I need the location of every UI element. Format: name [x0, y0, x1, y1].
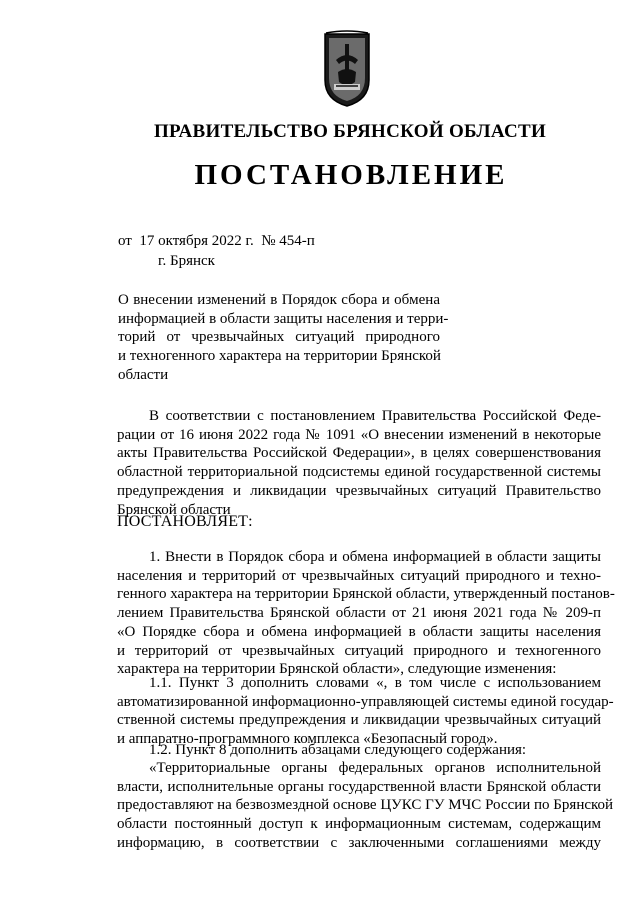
text-line: 1. Внести в Порядок сбора и обмена информацией в области защиты: [149, 549, 601, 565]
text-line: ственной системы предупреждения и ликвидации чрезвычайных ситуаций: [117, 712, 601, 729]
document-type-title: ПОСТАНОВЛЕНИЕ: [194, 159, 508, 191]
decree-word: ПОСТАНОВЛЯЕТ:: [117, 513, 253, 530]
text-line: лением Правительства Брянской области от 21 июня 2021 года № 209-п: [117, 605, 601, 622]
item-1-2-paragraph: [117, 741, 601, 760]
text-line: и территорий от чрезвычайных ситуаций природного и техногенного: [117, 642, 601, 659]
text-line: «О Порядке сбора и обмена информацией в области защиты населения: [117, 623, 601, 640]
item-1-1-paragraph: [117, 674, 614, 749]
text-line: 1.1. Пункт 3 дополнить словами «, в том числе с использованием: [149, 675, 601, 691]
text-line: В соответствии с постановлением Правительства Российской Феде-: [149, 408, 601, 424]
subject-line: торий от чрезвычайных ситуаций природного: [118, 329, 440, 346]
text-line: предоставляют на безвозмездной основе ЦУКС ГУ МЧС России по Брянской: [117, 797, 614, 814]
text-line: рации от 16 июня 2022 года № 1091 «О внесении изменений в некоторые: [117, 426, 601, 443]
document-date-number: от 17 октября 2022 г. № 454-п: [118, 233, 315, 249]
text-line: области постоянный доступ к информационным системам, содержащим: [117, 816, 601, 833]
quoted-paragraph: [117, 759, 614, 853]
subject-line: области: [118, 366, 169, 383]
text-line: информацию, в соответствии с заключенными соглашениями между: [117, 834, 601, 851]
text-line: «Территориальные органы федеральных органов исполнительной: [149, 760, 601, 776]
text-line: населения и территорий от чрезвычайных ситуаций природного и техно-: [117, 567, 601, 584]
text-line: власти, исполнительные органы государственной власти Брянской области: [117, 778, 601, 795]
text-line: характера на территории Брянской области», следующие изменения:: [117, 661, 557, 678]
subject-line: и техногенного характера на территории Брянской: [118, 348, 441, 365]
document-subject: [118, 291, 449, 385]
text-line: 1.2. Пункт 8 дополнить абзацами следующего содержания:: [149, 742, 527, 758]
document-city: г. Брянск: [158, 253, 215, 269]
text-line: акты Правительства Российской Федерации», в целях совершенствования: [117, 445, 601, 462]
text-line: предупреждения и ликвидации чрезвычайных ситуаций Правительство: [117, 482, 601, 499]
text-line: генного характера на территории Брянской области, утвержденный постанов-: [117, 586, 615, 603]
text-line: областной территориальной подсистемы единой государственной системы: [117, 464, 601, 481]
text-line: автоматизированной информационно-управляющей системы единой государ-: [117, 693, 614, 710]
item-1-paragraph: [117, 548, 615, 679]
text-line: Брянской области: [117, 501, 231, 518]
subject-line: О внесении изменений в Порядок сбора и обмена: [118, 292, 440, 308]
subject-line: информацией в области защиты населения и терри-: [118, 310, 449, 327]
preamble-paragraph: [117, 407, 601, 519]
bryansk-coat-of-arms-icon: [322, 30, 372, 108]
government-name: ПРАВИТЕЛЬСТВО БРЯНСКОЙ ОБЛАСТИ: [153, 121, 547, 142]
text-line: и аппаратно-программного комплекса «Безопасный город».: [117, 731, 498, 748]
